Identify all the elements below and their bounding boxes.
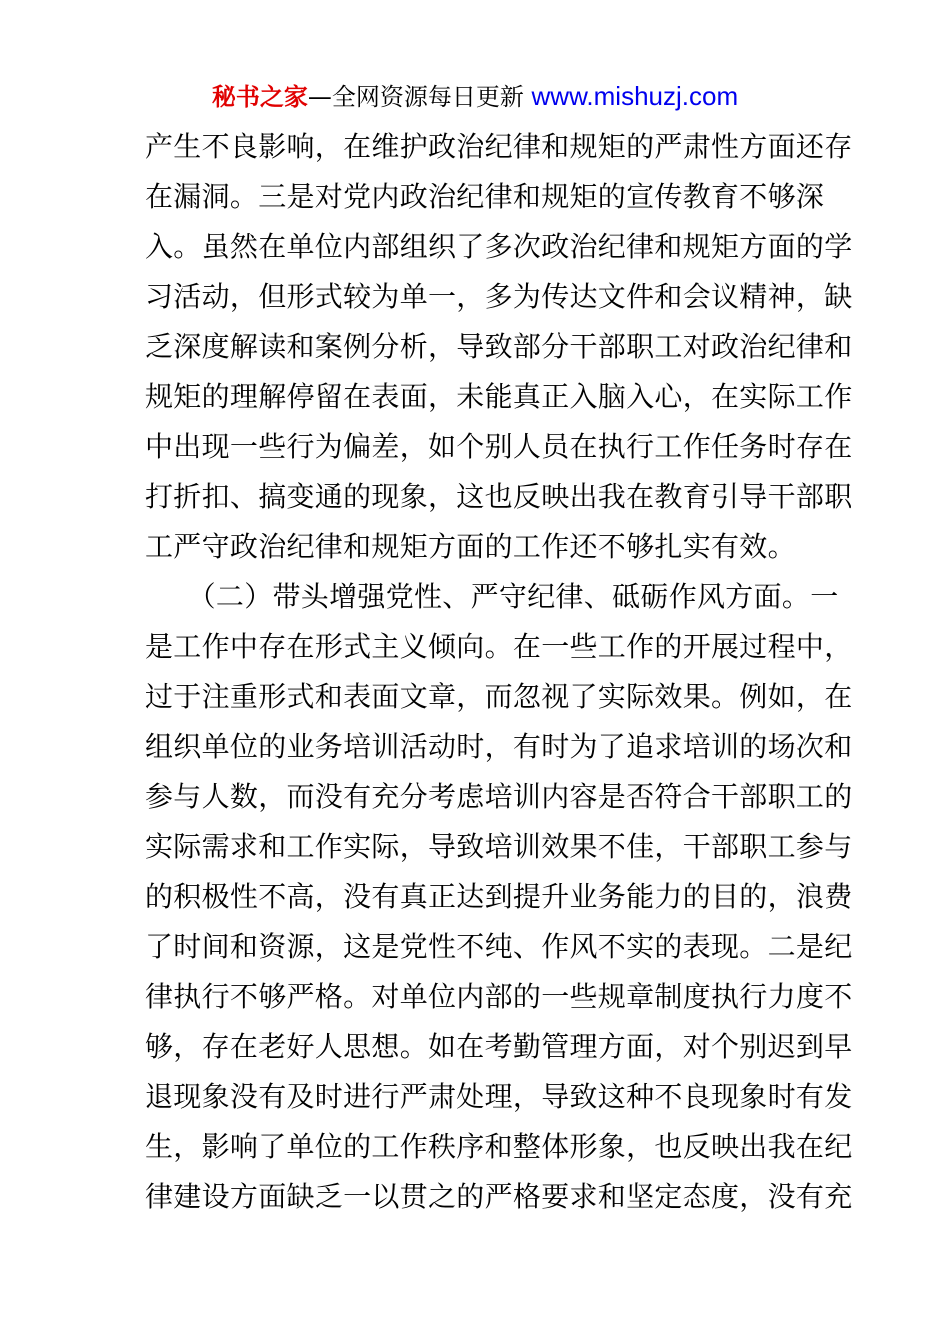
text-line: 组织单位的业务培训活动时，有时为了追求培训的场次和 — [145, 730, 853, 763]
brand-name: 秘书之家 — [211, 83, 308, 111]
text-line: 律执行不够严格。对单位内部的一些规章制度执行力度不 — [145, 980, 853, 1013]
text-line: 在漏洞。三是对党内政治纪律和规矩的宣传教育不够深 — [145, 180, 825, 213]
text-line: 规矩的理解停留在表面，未能真正入脑入心，在实际工作 — [145, 380, 853, 413]
site-url-link[interactable]: www.mishuzj.com — [531, 81, 739, 111]
text-line: 实际需求和工作实际，导致培训效果不佳，干部职工参与 — [145, 830, 853, 863]
text-line: 退现象没有及时进行严肃处理，导致这种不良现象时有发 — [145, 1080, 853, 1113]
text-line: 产生不良影响，在维护政治纪律和规矩的严肃性方面还存 — [145, 130, 853, 163]
text-line: 是工作中存在形式主义倾向。在一些工作的开展过程中， — [145, 630, 853, 663]
text-line: 律建设方面缺乏一以贯之的严格要求和坚定态度，没有充 — [145, 1180, 853, 1213]
text-line: 打折扣、搞变通的现象，这也反映出我在教育引导干部职 — [145, 480, 853, 513]
header-tagline: —全网资源每日更新 — [307, 83, 532, 111]
text-line: 的积极性不高，没有真正达到提升业务能力的目的，浪费 — [145, 880, 853, 913]
site-header — [0, 78, 950, 115]
text-line: 习活动，但形式较为单一，多为传达文件和会议精神，缺 — [145, 280, 853, 313]
text-line: 过于注重形式和表面文章，而忽视了实际效果。例如，在 — [145, 680, 853, 713]
text-line: 中出现一些行为偏差，如个别人员在执行工作任务时存在 — [145, 430, 853, 463]
text-line: 参与人数，而没有充分考虑培训内容是否符合干部职工的 — [145, 780, 853, 813]
text-line: 够，存在老好人思想。如在考勤管理方面，对个别迟到早 — [145, 1030, 853, 1063]
text-line: 生，影响了单位的工作秩序和整体形象，也反映出我在纪 — [145, 1130, 853, 1163]
text-line: 乏深度解读和案例分析，导致部分干部职工对政治纪律和 — [145, 330, 853, 363]
text-line: 工严守政治纪律和规矩方面的工作还不够扎实有效。 — [145, 530, 796, 563]
section-heading-line: （二）带头增强党性、严守纪律、砥砺作风方面。一 — [145, 580, 839, 613]
text-line: 入。虽然在单位内部组织了多次政治纪律和规矩方面的学 — [145, 230, 853, 263]
text-line: 了时间和资源，这是党性不纯、作风不实的表现。二是纪 — [145, 930, 853, 963]
